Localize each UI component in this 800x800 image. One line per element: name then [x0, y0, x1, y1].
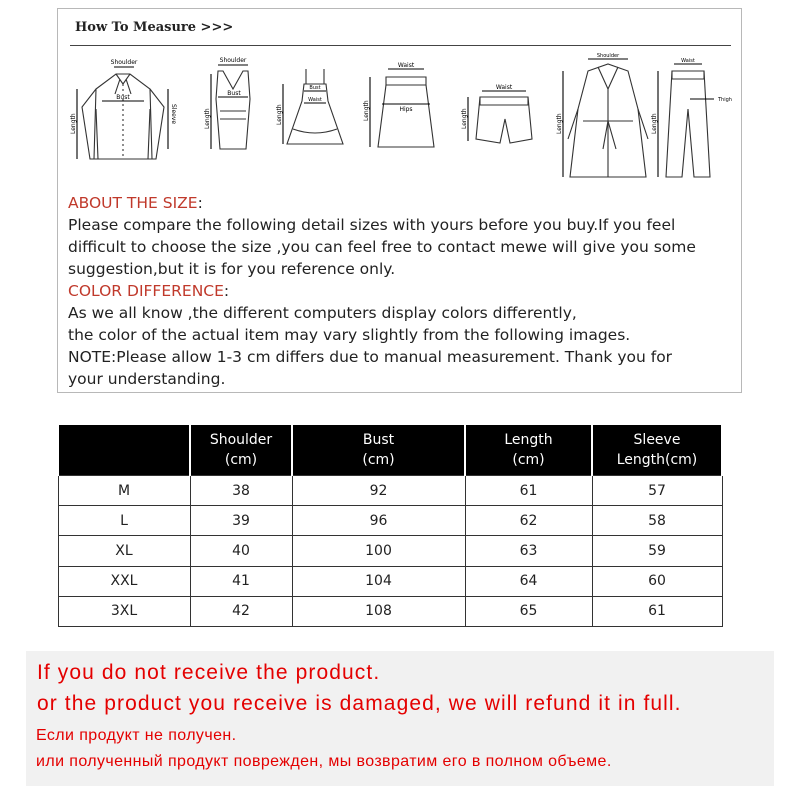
measure-title: How To Measure >>> — [75, 20, 234, 35]
label-bust: Bust — [116, 94, 130, 101]
size-cell: XL — [58, 536, 190, 566]
header-bust: Bust (cm) — [292, 424, 465, 476]
color-difference-heading: COLOR DIFFERENCE — [68, 282, 224, 300]
label-sleeve: Sleeve — [170, 104, 177, 125]
refund-en-line-1: If you do not receive the product. — [37, 661, 381, 684]
label-waist: Waist — [495, 84, 513, 91]
how-to-measure-panel — [57, 8, 742, 393]
bust-cell: 100 — [292, 536, 465, 566]
header-length: Length (cm) — [465, 424, 592, 476]
label-shoulder: Shoulder — [219, 57, 247, 64]
label-hips: Hips — [399, 106, 413, 113]
refund-en-line-2: or the product you receive is damaged, we will refund it in full. — [37, 692, 682, 715]
label-thigh: Thigh — [718, 97, 732, 103]
table-header-row — [58, 424, 722, 476]
color-line: NOTE:Please allow 1-3 cm differs due to manual measurement. Thank you for — [68, 348, 673, 366]
garment-pants — [651, 58, 732, 177]
garment-vest — [204, 57, 250, 149]
size-line: difficult to choose the size ,you can feel free to contact mewe will give you some — [68, 238, 696, 256]
label-bust: Bust — [227, 90, 241, 97]
label-length: Length — [363, 100, 370, 121]
garment-diagrams — [68, 49, 733, 189]
label-shoulder: Shoulder — [110, 59, 138, 66]
garment-dress — [276, 69, 343, 144]
shoulder-cell: 38 — [190, 476, 292, 506]
sleeve-cell: 57 — [592, 476, 722, 506]
garment-skirt — [363, 62, 434, 147]
sleeve-cell: 61 — [592, 596, 722, 626]
label-length: Length — [461, 108, 468, 129]
garment-coat — [556, 53, 648, 177]
size-cell: 3XL — [58, 596, 190, 626]
color-line: your understanding. — [68, 370, 226, 388]
color-heading-line: COLOR DIFFERENCE: — [68, 282, 230, 300]
length-cell: 62 — [465, 506, 592, 536]
label-length: Length — [70, 113, 77, 134]
size-chart-table — [57, 423, 723, 627]
size-cell: M — [58, 476, 190, 506]
label-length: Length — [651, 113, 658, 134]
color-line: the color of the actual item may vary slightly from the following images. — [68, 326, 631, 344]
table-row — [58, 476, 722, 506]
bust-cell: 96 — [292, 506, 465, 536]
header-sleeve-length: Sleeve Length(cm) — [592, 424, 722, 476]
length-cell: 63 — [465, 536, 592, 566]
bust-cell: 92 — [292, 476, 465, 506]
label-length: Length — [556, 113, 563, 134]
header-size — [58, 424, 190, 476]
color-line: As we all know ,the different computers display colors differently, — [68, 304, 577, 322]
sleeve-cell: 59 — [592, 536, 722, 566]
label-bust: Bust — [309, 85, 321, 91]
refund-ru-line-1: Если продукт не получен. — [36, 727, 237, 744]
refund-ru-line-2: или полученный продукт поврежден, мы возвратим его в полном объеме. — [36, 753, 612, 770]
sleeve-cell: 58 — [592, 506, 722, 536]
table-row — [58, 566, 722, 596]
table-row — [58, 506, 722, 536]
shoulder-cell: 39 — [190, 506, 292, 536]
size-line: suggestion,but it is for you reference only. — [68, 260, 396, 278]
table-row — [58, 536, 722, 566]
about-size-heading: ABOUT THE SIZE — [68, 194, 198, 212]
bust-cell: 108 — [292, 596, 465, 626]
garment-shorts — [461, 84, 532, 143]
shoulder-cell: 40 — [190, 536, 292, 566]
bust-cell: 104 — [292, 566, 465, 596]
about-size-text — [68, 192, 728, 390]
header-shoulder: Shoulder (cm) — [190, 424, 292, 476]
label-length: Length — [276, 104, 283, 125]
length-cell: 61 — [465, 476, 592, 506]
label-waist: Waist — [397, 62, 415, 69]
title-divider — [70, 45, 731, 46]
shoulder-cell: 42 — [190, 596, 292, 626]
label-waist: Waist — [681, 58, 695, 64]
size-heading-line: ABOUT THE SIZE: — [68, 194, 203, 212]
size-cell: L — [58, 506, 190, 536]
garment-blouse — [70, 59, 177, 159]
label-length: Length — [204, 108, 211, 129]
length-cell: 64 — [465, 566, 592, 596]
label-shoulder: Shoulder — [596, 53, 620, 59]
label-waist: Waist — [308, 97, 322, 103]
refund-notice — [26, 651, 774, 786]
shoulder-cell: 41 — [190, 566, 292, 596]
length-cell: 65 — [465, 596, 592, 626]
size-cell: XXL — [58, 566, 190, 596]
table-row — [58, 596, 722, 626]
sleeve-cell: 60 — [592, 566, 722, 596]
size-line: Please compare the following detail sizes with yours before you buy.If you feel — [68, 216, 676, 234]
